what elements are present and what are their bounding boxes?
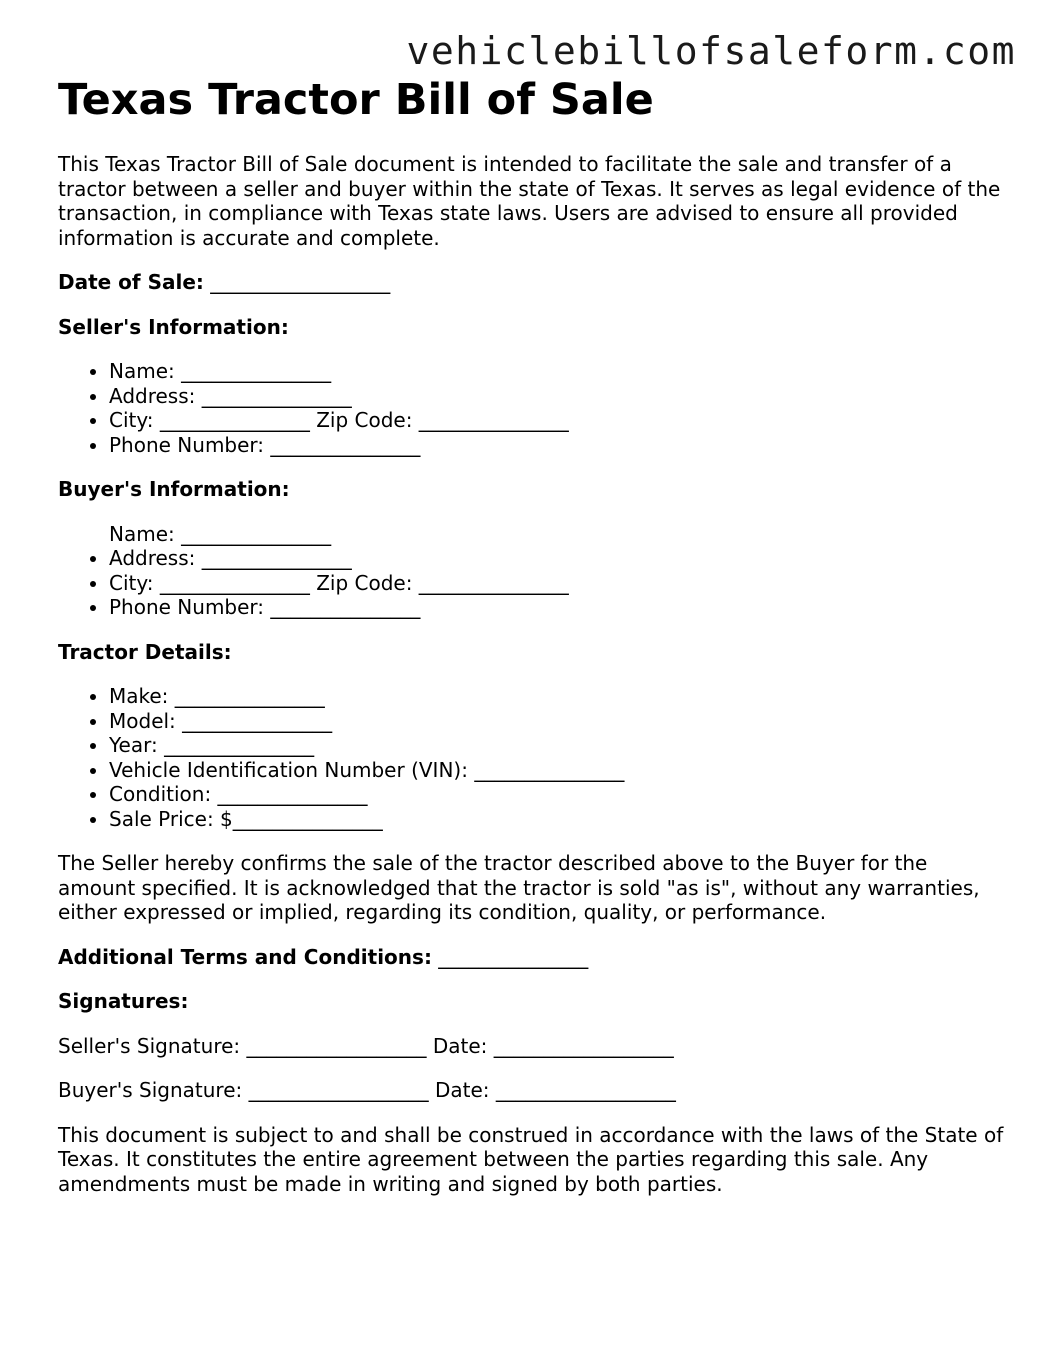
seller-city-zip-field: • City: _______________ Zip Code: _______________ xyxy=(109,408,1008,433)
seller-info-list xyxy=(58,359,1008,457)
bill-of-sale-document xyxy=(58,74,1008,1196)
tractor-year-field: • Year: _______________ xyxy=(109,733,1008,758)
additional-terms-row xyxy=(58,945,1008,970)
additional-terms-blank: _______________ xyxy=(438,944,589,969)
signatures-heading: Signatures: xyxy=(58,989,189,1013)
date-of-sale-row xyxy=(58,270,1008,295)
date-of-sale-label: Date of Sale: xyxy=(58,270,204,294)
seller-signature-line: Seller's Signature: __________________ Date: __________________ xyxy=(58,1033,674,1058)
closing-paragraph: This document is subject to and shall be construed in accordance with the laws of the State of Texas. It constitutes the entire agreement between the parties regarding this sale. Any amendments must be made in writing and signed by both parties. xyxy=(58,1122,1004,1196)
tractor-details-list xyxy=(58,684,1008,831)
intro-paragraph: This Texas Tractor Bill of Sale document is intended to facilitate the sale and transfer of a tractor between a seller and buyer within the state of Texas. It serves as legal evidence of the transaction, in compliance with Texas state laws. Users are advised to ensure all provided information is accurate and complete. xyxy=(58,152,1001,250)
tractor-model-field: • Model: _______________ xyxy=(109,709,1008,734)
tractor-price-field: • Sale Price: $_______________ xyxy=(109,807,1008,832)
buyer-info-heading: Buyer's Information: xyxy=(58,477,290,501)
tractor-make-field: • Make: _______________ xyxy=(109,684,1008,709)
date-of-sale-blank: __________________ xyxy=(210,270,391,294)
document-title: Texas Tractor Bill of Sale xyxy=(58,75,654,125)
seller-name-field: • Name: _______________ xyxy=(109,359,1008,384)
tractor-vin-field: • Vehicle Identification Number (VIN): _______________ xyxy=(109,758,1008,783)
seller-info-heading: Seller's Information: xyxy=(58,314,289,339)
seller-phone-field: • Phone Number: _______________ xyxy=(109,433,1008,458)
site-watermark: vehiclebillofsaleform.com xyxy=(406,29,1016,73)
buyer-city-zip-field: • City: _______________ Zip Code: _______________ xyxy=(109,571,1008,596)
seller-address-field: • Address: _______________ xyxy=(109,384,1008,409)
buyer-address-field: • Address: _______________ xyxy=(109,546,1008,571)
sale-confirmation-paragraph: The Seller hereby confirms the sale of the tractor described above to the Buyer for the amount specified. It is acknowledged that the tractor is sold "as is", without any warranties, either expressed or implied, regarding its condition, quality, or performance. xyxy=(58,851,980,924)
buyer-info-list xyxy=(58,522,1008,620)
tractor-condition-field: • Condition: _______________ xyxy=(109,782,1008,807)
tractor-details-heading: Tractor Details: xyxy=(58,639,232,664)
additional-terms-label: Additional Terms and Conditions: xyxy=(58,944,432,969)
buyer-name-field: Name: _______________ xyxy=(109,521,332,546)
buyer-signature-line: Buyer's Signature: __________________ Date: __________________ xyxy=(58,1078,676,1102)
buyer-phone-field: • Phone Number: _______________ xyxy=(109,595,1008,620)
